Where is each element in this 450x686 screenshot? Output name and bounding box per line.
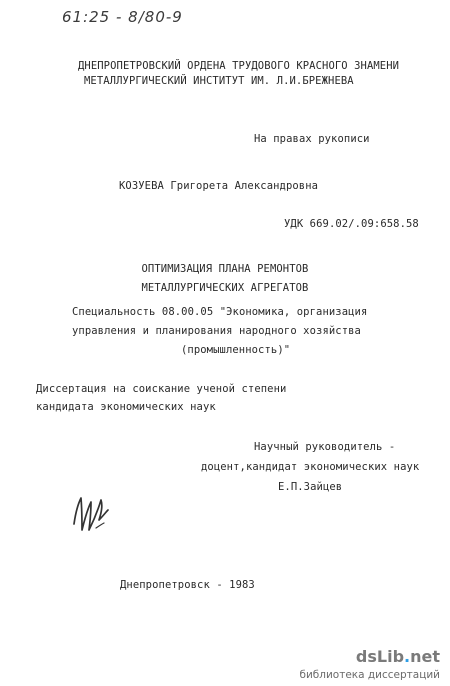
dissertation-line-2: кандидата экономических наук	[36, 401, 216, 413]
author-name: КОЗУЕВА Григорета Александровна	[119, 180, 319, 192]
watermark-subtitle: библиотека диссертаций	[299, 669, 440, 681]
institute-line-1: ДНЕПРОПЕТРОВСКИЙ ОРДЕНА ТРУДОВОГО КРАСНОГО ЗНАМЕНИ	[78, 60, 400, 72]
specialty-line-2: управления и планирования народного хозяйства	[72, 325, 361, 337]
specialty-line-3: (промышленность)"	[181, 344, 291, 356]
signature-image	[70, 490, 112, 536]
watermark	[299, 646, 444, 686]
supervisor-line-1: Научный руководитель -	[254, 441, 396, 453]
dissertation-line-1: Диссертация на соискание ученой степени	[36, 383, 287, 395]
specialty-line-1: Специальность 08.00.05 "Экономика, организация	[72, 306, 368, 318]
thesis-title-line-2: МЕТАЛЛУРГИЧЕСКИХ АГРЕГАТОВ	[141, 282, 309, 294]
institute-line-2: МЕТАЛЛУРГИЧЕСКИЙ ИНСТИТУТ ИМ. Л.И.БРЕЖНЕВА	[84, 75, 354, 87]
udk-code: УДК 669.02/.09:658.58	[284, 218, 419, 230]
handwritten-number: 61:25 - 8/80-9	[62, 8, 183, 26]
supervisor-line-2: доцент,кандидат экономических наук	[201, 461, 420, 473]
thesis-title-line-1: ОПТИМИЗАЦИЯ ПЛАНА РЕМОНТОВ	[141, 263, 309, 275]
manuscript-rights: На правах рукописи	[254, 133, 370, 145]
footer-city-year: Днепропетровск - 1983	[120, 579, 255, 591]
supervisor-line-3: Е.П.Зайцев	[278, 481, 343, 493]
watermark-logo: dsLib.net	[355, 647, 440, 666]
